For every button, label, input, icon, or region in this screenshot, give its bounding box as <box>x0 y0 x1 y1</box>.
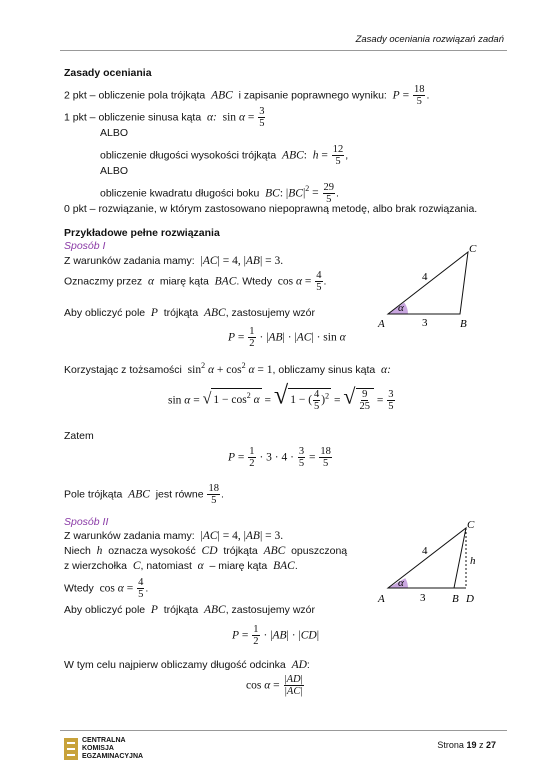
triangle1-side-ab: 3 <box>422 317 428 329</box>
footer-rule <box>60 730 507 731</box>
method2-area: Aby obliczyć pole P trójkąta ABC, zastosujemy wzór <box>64 604 315 616</box>
scoring-1pkt: 1 pkt – obliczenie sinusa kąta α: sin α = $\frac{3}{5}$ <box>64 106 265 129</box>
triangle-figure-2 <box>372 516 492 608</box>
method1-identity: Korzystając z tożsamości $\sin^2 \alpha + \cos^2 \alpha = 1$, obliczamy sinus kąta α: <box>64 361 391 376</box>
method1-result: Pole trójkąta ABC jest równe $\frac{18}{5}$ . <box>64 483 224 506</box>
examples-heading: Przykładowe pełne rozwiązania <box>64 227 220 239</box>
cke-logo-icon <box>64 738 78 760</box>
formula-area-2: P = $\frac{1}{2}$ · |AB| · |CD| <box>232 624 320 647</box>
method1-label: Sposób I <box>64 240 106 252</box>
triangle2-C: C <box>467 519 475 531</box>
albo-1: ALBO <box>100 127 129 139</box>
formula-area-result: P = $\frac{1}{2}$ · 3 · 4 · $\frac{3}{5}$ = $\frac{18}{5}$ <box>228 446 331 469</box>
triangle1-A: A <box>378 318 385 330</box>
method2-given: Z warunków zadania mamy: |AC| = 4, |AB| = 3. <box>64 530 284 542</box>
triangle1-angle: α <box>398 302 404 314</box>
scoring-heading: Zasady oceniania <box>64 67 152 79</box>
method2-from: z wierzchołka C, natomiast α – miarę kąta BAC. <box>64 560 298 572</box>
scoring-square: obliczenie kwadratu długości boku BC: $|BC|^2$ = $\frac{29}{5}$ . <box>100 182 339 205</box>
triangle1-side-ac: 4 <box>422 271 428 283</box>
method2-h: Niech h oznacza wysokość CD trójkąta ABC opuszczoną <box>64 545 348 557</box>
method2-then: Wtedy cos α = $\frac{4}{5}$ . <box>64 577 149 600</box>
triangle2-D: D <box>466 593 474 605</box>
triangle2-side-ab: 3 <box>420 592 426 604</box>
method1-zatem: Zatem <box>64 430 94 442</box>
triangle-figure-1 <box>372 240 492 332</box>
formula-cos: cos α = $\frac{|AD|}{|AC|}$ <box>246 674 303 697</box>
triangle2-side-ac: 4 <box>422 545 428 557</box>
formula-sin: sin α = √ $1 - \cos^2 \alpha$ = √ 1 − ( $\frac{4}{5}$ )$^2$ = √ $\frac{9}{25}$ = $\frac{3}{5}$ <box>168 380 394 413</box>
triangle1-C: C <box>469 243 477 255</box>
method2-label: Sposób II <box>64 516 109 528</box>
triangle2-angle: α <box>398 577 404 589</box>
triangle1-B: B <box>460 318 467 330</box>
method2-first: W tym celu najpierw obliczamy długość odcinka AD: <box>64 659 310 671</box>
header-rule <box>60 50 507 51</box>
scoring-0pkt: 0 pkt – rozwiązanie, w którym zastosowano niepoprawną metodę, albo brak rozwiązania. <box>64 203 478 215</box>
triangle2-B: B <box>452 593 459 605</box>
cke-logo-text: CENTRALNA KOMISJA EGZAMINACYJNA <box>82 737 144 760</box>
triangle2-h: h <box>470 555 476 567</box>
header-title: Zasady oceniania rozwiązań zadań <box>355 34 504 45</box>
scoring-2pkt: 2 pkt – obliczenie pola trójkąta ABC i zapisanie poprawnego wyniku: P = $\frac{18}{5}$ . <box>64 84 430 107</box>
method1-denote: Oznaczmy przez α miarę kąta BAC. Wtedy cos α = $\frac{4}{5}$ . <box>64 270 327 293</box>
page-number: Strona 19 z 27 <box>437 740 496 750</box>
albo-2: ALBO <box>100 165 129 177</box>
scoring-height: obliczenie długości wysokości trójkąta ABC: h = $\frac{12}{5}$ , <box>100 144 349 167</box>
method1-given: Z warunków zadania mamy: |AC| = 4, |AB| = 3. <box>64 255 284 267</box>
formula-area-1: P = $\frac{1}{2}$ · |AB| · |AC| · sin α <box>228 326 346 349</box>
method1-area: Aby obliczyć pole P trójkąta ABC, zastosujemy wzór <box>64 307 315 319</box>
triangle2-A: A <box>378 593 385 605</box>
